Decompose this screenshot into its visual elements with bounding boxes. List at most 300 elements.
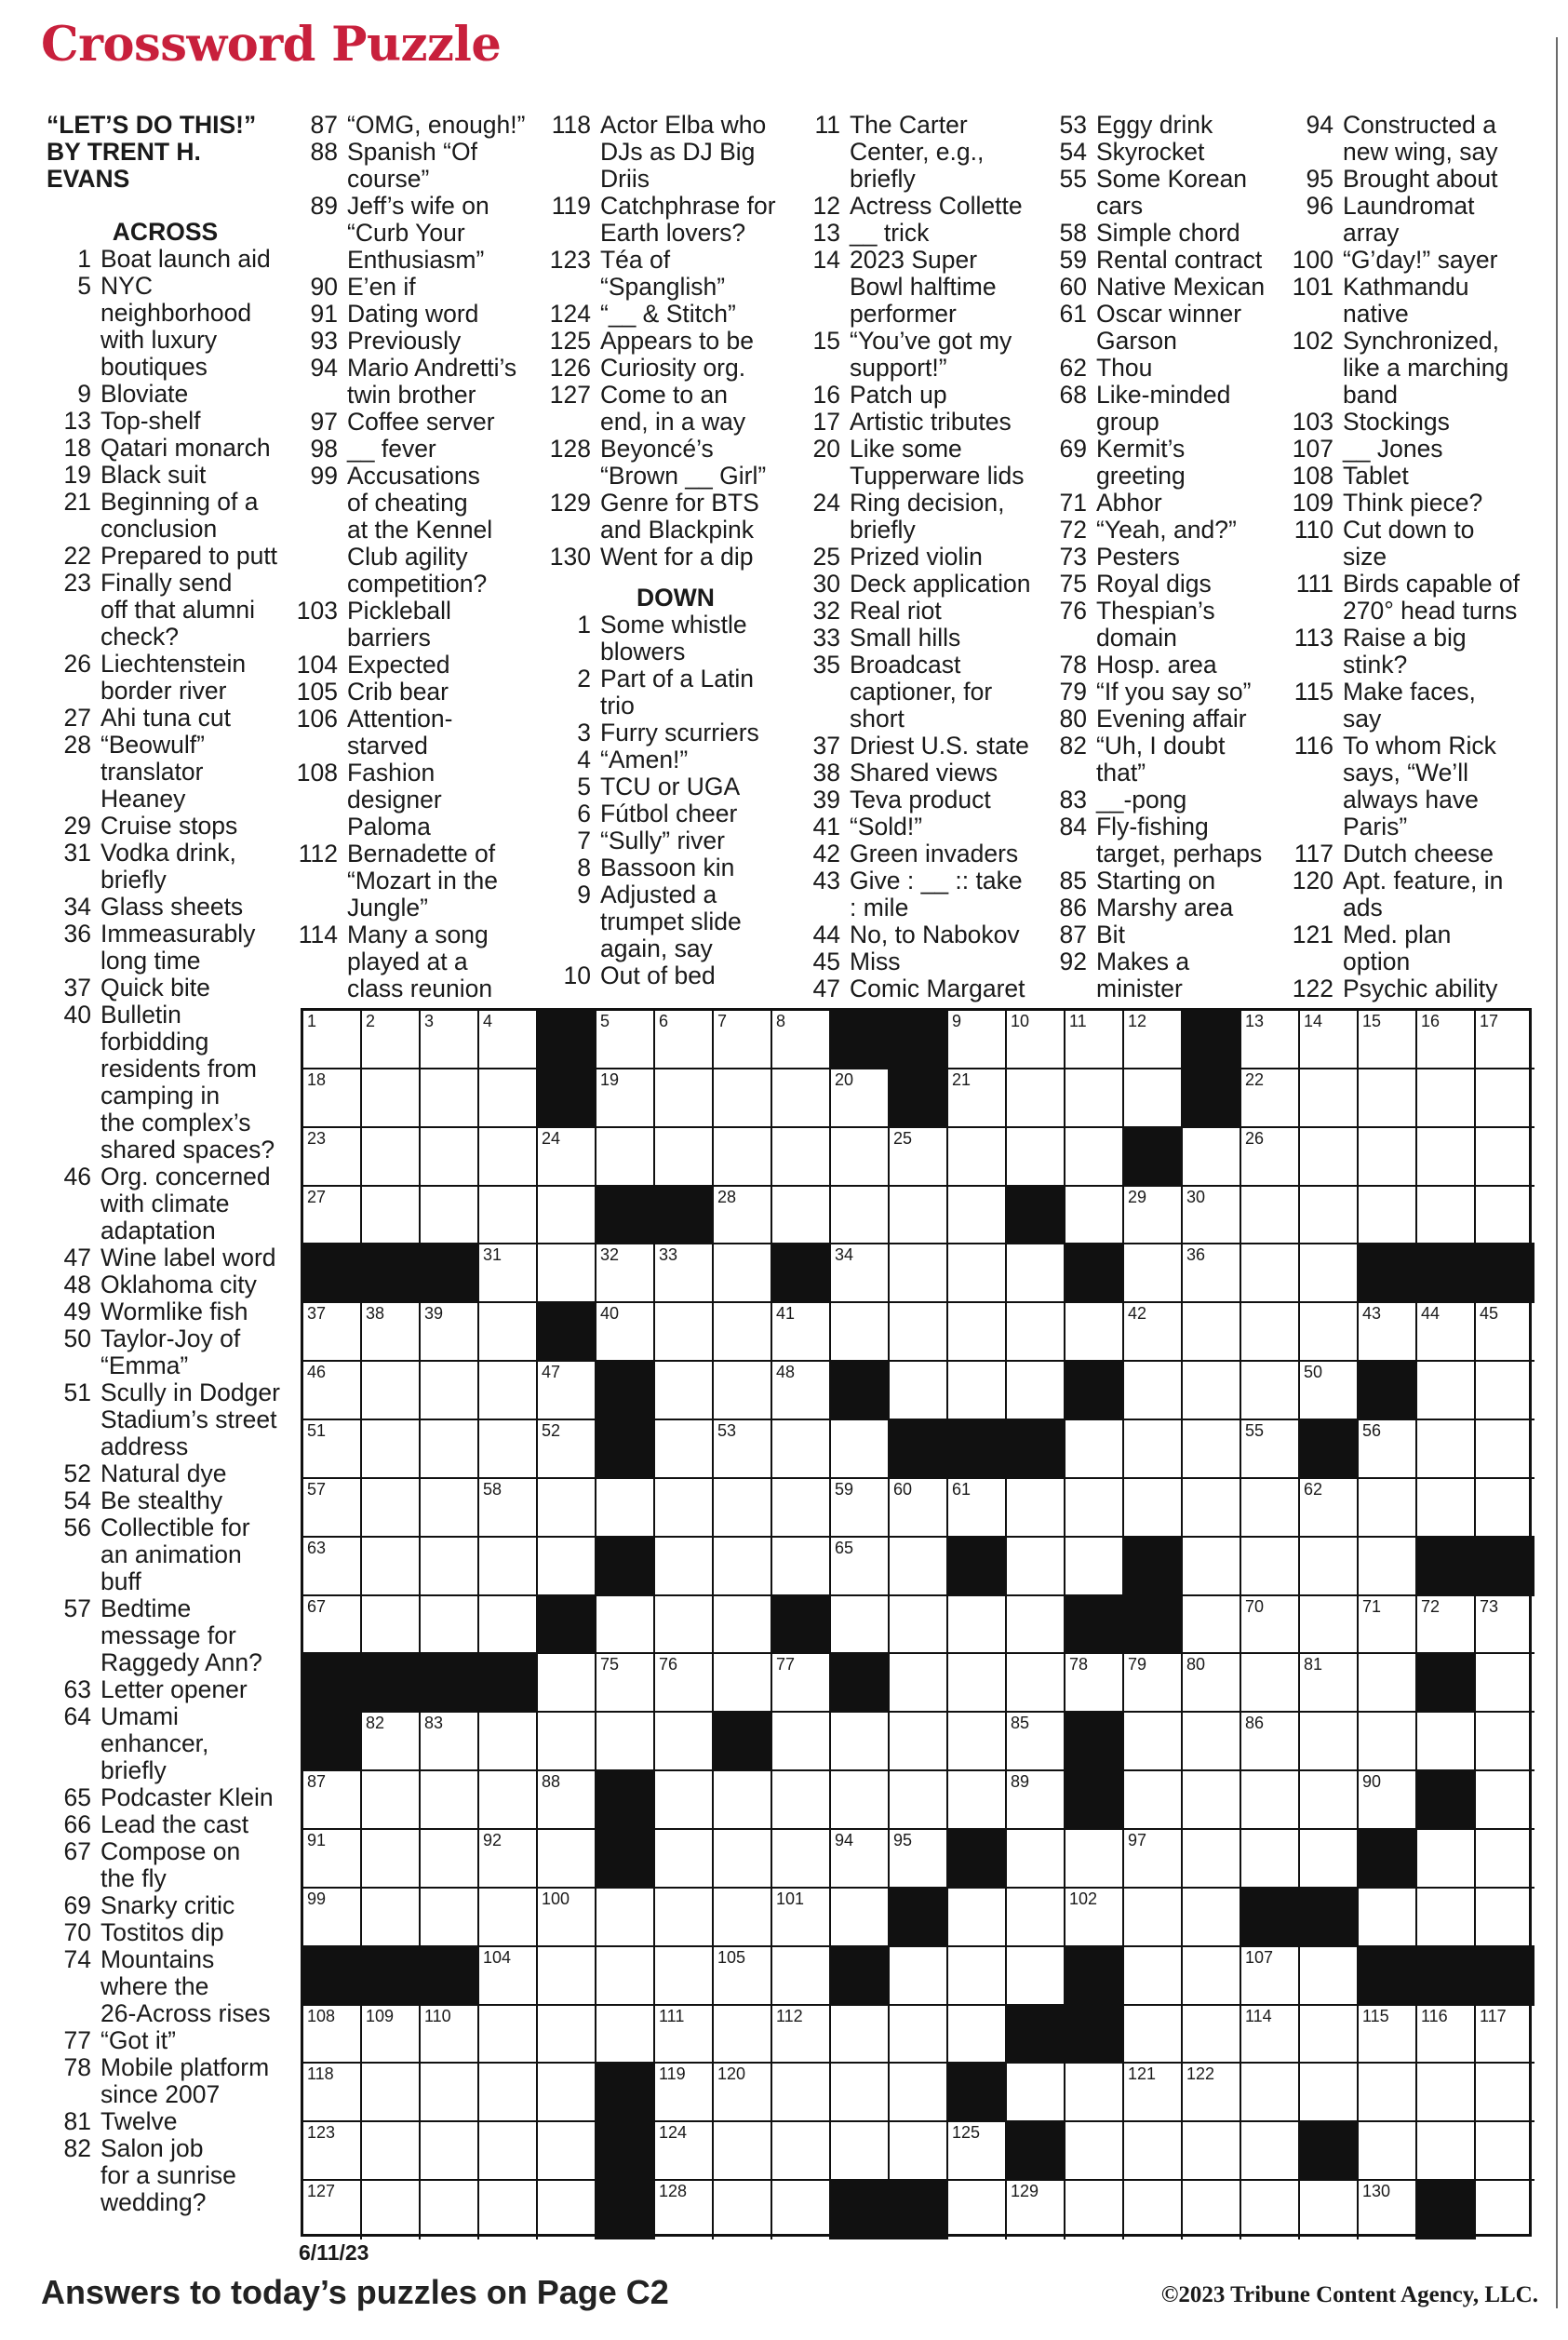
grid-cell[interactable] xyxy=(1359,2122,1417,2181)
grid-cell[interactable] xyxy=(1476,2122,1534,2181)
grid-cell[interactable] xyxy=(772,2006,831,2064)
grid-cell[interactable] xyxy=(772,1889,831,1947)
grid-cell[interactable] xyxy=(831,1069,890,1128)
grid-cell[interactable] xyxy=(479,1538,538,1596)
grid-cell[interactable] xyxy=(1183,1128,1241,1187)
grid-cell[interactable] xyxy=(1359,1654,1417,1713)
grid-cell[interactable] xyxy=(362,1713,421,1771)
grid-cell[interactable] xyxy=(1007,1771,1065,1830)
grid-cell[interactable] xyxy=(1300,1538,1359,1596)
grid-cell[interactable] xyxy=(596,1947,655,2006)
grid-cell[interactable] xyxy=(362,1771,421,1830)
grid-cell[interactable] xyxy=(1300,2064,1359,2122)
grid-cell[interactable] xyxy=(714,1771,772,1830)
grid-cell[interactable] xyxy=(421,1303,479,1362)
grid-cell[interactable] xyxy=(1241,1011,1300,1069)
grid-cell[interactable] xyxy=(596,1069,655,1128)
grid-cell[interactable] xyxy=(948,2006,1007,2064)
grid-cell[interactable] xyxy=(1359,1596,1417,1655)
grid-cell[interactable] xyxy=(1300,1011,1359,1069)
crossword-grid[interactable] xyxy=(301,1008,1532,2237)
grid-cell[interactable] xyxy=(421,1069,479,1128)
grid-cell[interactable] xyxy=(1124,1244,1183,1303)
grid-cell[interactable] xyxy=(1183,1420,1241,1479)
grid-cell[interactable] xyxy=(890,1654,948,1713)
grid-cell[interactable] xyxy=(362,2122,421,2181)
grid-cell[interactable] xyxy=(655,1362,714,1420)
grid-cell[interactable] xyxy=(948,1889,1007,1947)
grid-cell[interactable] xyxy=(655,2181,714,2239)
grid-cell[interactable] xyxy=(948,1713,1007,1771)
grid-cell[interactable] xyxy=(655,1069,714,1128)
grid-cell[interactable] xyxy=(714,1362,772,1420)
grid-cell[interactable] xyxy=(831,1713,890,1771)
grid-cell[interactable] xyxy=(1007,1479,1065,1538)
grid-cell[interactable] xyxy=(1124,1420,1183,1479)
grid-cell[interactable] xyxy=(1124,2122,1183,2181)
grid-cell[interactable] xyxy=(1300,1771,1359,1830)
grid-cell[interactable] xyxy=(1476,1362,1534,1420)
grid-cell[interactable] xyxy=(831,1538,890,1596)
grid-cell[interactable] xyxy=(303,2064,362,2122)
grid-cell[interactable] xyxy=(1359,2006,1417,2064)
grid-cell[interactable] xyxy=(1476,1187,1534,1245)
grid-cell[interactable] xyxy=(1476,1654,1534,1713)
grid-cell[interactable] xyxy=(303,2181,362,2239)
grid-cell[interactable] xyxy=(1417,1889,1476,1947)
grid-cell[interactable] xyxy=(362,1538,421,1596)
grid-cell[interactable] xyxy=(479,1011,538,1069)
grid-cell[interactable] xyxy=(714,1830,772,1889)
grid-cell[interactable] xyxy=(890,1128,948,1187)
grid-cell[interactable] xyxy=(421,1830,479,1889)
grid-cell[interactable] xyxy=(1183,1947,1241,2006)
grid-cell[interactable] xyxy=(655,1596,714,1655)
grid-cell[interactable] xyxy=(890,2006,948,2064)
grid-cell[interactable] xyxy=(1183,2181,1241,2239)
grid-cell[interactable] xyxy=(538,1654,596,1713)
grid-cell[interactable] xyxy=(1124,2006,1183,2064)
grid-cell[interactable] xyxy=(596,1128,655,1187)
grid-cell[interactable] xyxy=(303,2006,362,2064)
grid-cell[interactable] xyxy=(1359,1303,1417,1362)
grid-cell[interactable] xyxy=(1476,1830,1534,1889)
grid-cell[interactable] xyxy=(1065,1420,1124,1479)
grid-cell[interactable] xyxy=(1241,1654,1300,1713)
grid-cell[interactable] xyxy=(1476,1713,1534,1771)
grid-cell[interactable] xyxy=(303,1362,362,1420)
grid-cell[interactable] xyxy=(714,1479,772,1538)
grid-cell[interactable] xyxy=(714,2006,772,2064)
grid-cell[interactable] xyxy=(1476,2181,1534,2239)
grid-cell[interactable] xyxy=(1065,1830,1124,1889)
grid-cell[interactable] xyxy=(831,1128,890,1187)
grid-cell[interactable] xyxy=(1359,2064,1417,2122)
grid-cell[interactable] xyxy=(1007,1947,1065,2006)
grid-cell[interactable] xyxy=(1183,1830,1241,1889)
grid-cell[interactable] xyxy=(1124,1069,1183,1128)
grid-cell[interactable] xyxy=(1417,1479,1476,1538)
grid-cell[interactable] xyxy=(714,1654,772,1713)
grid-cell[interactable] xyxy=(1417,1830,1476,1889)
grid-cell[interactable] xyxy=(1124,1303,1183,1362)
grid-cell[interactable] xyxy=(831,1771,890,1830)
grid-cell[interactable] xyxy=(1476,1128,1534,1187)
grid-cell[interactable] xyxy=(1417,1011,1476,1069)
grid-cell[interactable] xyxy=(890,1713,948,1771)
grid-cell[interactable] xyxy=(596,1596,655,1655)
grid-cell[interactable] xyxy=(538,1830,596,1889)
grid-cell[interactable] xyxy=(1183,1303,1241,1362)
grid-cell[interactable] xyxy=(831,1303,890,1362)
grid-cell[interactable] xyxy=(1241,2064,1300,2122)
grid-cell[interactable] xyxy=(362,1187,421,1245)
grid-cell[interactable] xyxy=(714,2122,772,2181)
grid-cell[interactable] xyxy=(421,1713,479,1771)
grid-cell[interactable] xyxy=(538,1889,596,1947)
grid-cell[interactable] xyxy=(1359,1479,1417,1538)
grid-cell[interactable] xyxy=(303,1889,362,1947)
grid-cell[interactable] xyxy=(479,1128,538,1187)
grid-cell[interactable] xyxy=(421,1187,479,1245)
grid-cell[interactable] xyxy=(1065,1069,1124,1128)
grid-cell[interactable] xyxy=(1124,1830,1183,1889)
grid-cell[interactable] xyxy=(831,1420,890,1479)
grid-cell[interactable] xyxy=(772,1420,831,1479)
grid-cell[interactable] xyxy=(538,1771,596,1830)
grid-cell[interactable] xyxy=(655,1713,714,1771)
grid-cell[interactable] xyxy=(1007,2064,1065,2122)
grid-cell[interactable] xyxy=(421,2122,479,2181)
grid-cell[interactable] xyxy=(772,1538,831,1596)
grid-cell[interactable] xyxy=(1241,1947,1300,2006)
grid-cell[interactable] xyxy=(1241,1303,1300,1362)
grid-cell[interactable] xyxy=(655,2006,714,2064)
grid-cell[interactable] xyxy=(538,2006,596,2064)
grid-cell[interactable] xyxy=(714,1069,772,1128)
grid-cell[interactable] xyxy=(1065,1128,1124,1187)
grid-cell[interactable] xyxy=(948,1069,1007,1128)
grid-cell[interactable] xyxy=(1300,1069,1359,1128)
grid-cell[interactable] xyxy=(948,1244,1007,1303)
grid-cell[interactable] xyxy=(303,1069,362,1128)
grid-cell[interactable] xyxy=(362,1128,421,1187)
grid-cell[interactable] xyxy=(890,1244,948,1303)
grid-cell[interactable] xyxy=(1007,1654,1065,1713)
grid-cell[interactable] xyxy=(1124,1654,1183,1713)
grid-cell[interactable] xyxy=(714,1596,772,1655)
grid-cell[interactable] xyxy=(1417,2122,1476,2181)
grid-cell[interactable] xyxy=(1300,1128,1359,1187)
grid-cell[interactable] xyxy=(772,2064,831,2122)
grid-cell[interactable] xyxy=(1417,1713,1476,1771)
grid-cell[interactable] xyxy=(831,1244,890,1303)
grid-cell[interactable] xyxy=(1241,1830,1300,1889)
grid-cell[interactable] xyxy=(714,2064,772,2122)
grid-cell[interactable] xyxy=(1417,2006,1476,2064)
grid-cell[interactable] xyxy=(831,1830,890,1889)
grid-cell[interactable] xyxy=(948,1128,1007,1187)
grid-cell[interactable] xyxy=(303,1538,362,1596)
grid-cell[interactable] xyxy=(1065,2122,1124,2181)
grid-cell[interactable] xyxy=(362,2006,421,2064)
grid-cell[interactable] xyxy=(362,1420,421,1479)
grid-cell[interactable] xyxy=(596,1303,655,1362)
grid-cell[interactable] xyxy=(362,2064,421,2122)
grid-cell[interactable] xyxy=(1007,1362,1065,1420)
grid-cell[interactable] xyxy=(479,2064,538,2122)
grid-cell[interactable] xyxy=(479,1713,538,1771)
grid-cell[interactable] xyxy=(1359,1128,1417,1187)
grid-cell[interactable] xyxy=(303,1479,362,1538)
grid-cell[interactable] xyxy=(1065,1011,1124,1069)
grid-cell[interactable] xyxy=(1183,2064,1241,2122)
grid-cell[interactable] xyxy=(655,1479,714,1538)
grid-cell[interactable] xyxy=(421,1011,479,1069)
grid-cell[interactable] xyxy=(1007,1538,1065,1596)
grid-cell[interactable] xyxy=(890,2064,948,2122)
grid-cell[interactable] xyxy=(1007,1128,1065,1187)
grid-cell[interactable] xyxy=(1241,1479,1300,1538)
grid-cell[interactable] xyxy=(1241,1187,1300,1245)
grid-cell[interactable] xyxy=(831,1479,890,1538)
grid-cell[interactable] xyxy=(1007,1713,1065,1771)
grid-cell[interactable] xyxy=(1241,2006,1300,2064)
grid-cell[interactable] xyxy=(596,1011,655,1069)
grid-cell[interactable] xyxy=(1241,2181,1300,2239)
grid-cell[interactable] xyxy=(538,2122,596,2181)
grid-cell[interactable] xyxy=(831,2006,890,2064)
grid-cell[interactable] xyxy=(479,1069,538,1128)
grid-cell[interactable] xyxy=(479,1303,538,1362)
grid-cell[interactable] xyxy=(1476,1771,1534,1830)
grid-cell[interactable] xyxy=(421,2181,479,2239)
grid-cell[interactable] xyxy=(479,1244,538,1303)
grid-cell[interactable] xyxy=(479,1830,538,1889)
grid-cell[interactable] xyxy=(1124,1947,1183,2006)
grid-cell[interactable] xyxy=(538,1244,596,1303)
grid-cell[interactable] xyxy=(831,1596,890,1655)
grid-cell[interactable] xyxy=(479,1479,538,1538)
grid-cell[interactable] xyxy=(890,1947,948,2006)
grid-cell[interactable] xyxy=(1007,1069,1065,1128)
grid-cell[interactable] xyxy=(714,1128,772,1187)
grid-cell[interactable] xyxy=(1241,1244,1300,1303)
grid-cell[interactable] xyxy=(1300,1187,1359,1245)
grid-cell[interactable] xyxy=(538,2064,596,2122)
grid-cell[interactable] xyxy=(1124,2181,1183,2239)
grid-cell[interactable] xyxy=(772,1479,831,1538)
grid-cell[interactable] xyxy=(948,2122,1007,2181)
grid-cell[interactable] xyxy=(421,1362,479,1420)
grid-cell[interactable] xyxy=(714,2181,772,2239)
grid-cell[interactable] xyxy=(479,1596,538,1655)
grid-cell[interactable] xyxy=(362,1011,421,1069)
grid-cell[interactable] xyxy=(655,1538,714,1596)
grid-cell[interactable] xyxy=(303,1830,362,1889)
grid-cell[interactable] xyxy=(596,2006,655,2064)
grid-cell[interactable] xyxy=(1417,1362,1476,1420)
grid-cell[interactable] xyxy=(479,1420,538,1479)
grid-cell[interactable] xyxy=(1476,1596,1534,1655)
grid-cell[interactable] xyxy=(421,1771,479,1830)
grid-cell[interactable] xyxy=(655,1771,714,1830)
grid-cell[interactable] xyxy=(1183,2006,1241,2064)
grid-cell[interactable] xyxy=(596,1713,655,1771)
grid-cell[interactable] xyxy=(1359,1187,1417,1245)
grid-cell[interactable] xyxy=(362,1830,421,1889)
grid-cell[interactable] xyxy=(362,1069,421,1128)
grid-cell[interactable] xyxy=(1300,1479,1359,1538)
grid-cell[interactable] xyxy=(890,1771,948,1830)
grid-cell[interactable] xyxy=(655,2122,714,2181)
grid-cell[interactable] xyxy=(1241,1069,1300,1128)
grid-cell[interactable] xyxy=(1124,1479,1183,1538)
grid-cell[interactable] xyxy=(772,1187,831,1245)
grid-cell[interactable] xyxy=(1124,2064,1183,2122)
grid-cell[interactable] xyxy=(479,1771,538,1830)
grid-cell[interactable] xyxy=(831,2064,890,2122)
grid-cell[interactable] xyxy=(655,1303,714,1362)
grid-cell[interactable] xyxy=(538,1538,596,1596)
grid-cell[interactable] xyxy=(1476,1889,1534,1947)
grid-cell[interactable] xyxy=(1241,1420,1300,1479)
grid-cell[interactable] xyxy=(890,1830,948,1889)
grid-cell[interactable] xyxy=(1476,2006,1534,2064)
grid-cell[interactable] xyxy=(714,1011,772,1069)
grid-cell[interactable] xyxy=(1300,1947,1359,2006)
grid-cell[interactable] xyxy=(948,1362,1007,1420)
grid-cell[interactable] xyxy=(1300,1713,1359,1771)
grid-cell[interactable] xyxy=(1300,2181,1359,2239)
grid-cell[interactable] xyxy=(1476,2064,1534,2122)
grid-cell[interactable] xyxy=(655,1889,714,1947)
grid-cell[interactable] xyxy=(1065,2181,1124,2239)
grid-cell[interactable] xyxy=(831,1187,890,1245)
grid-cell[interactable] xyxy=(1476,1479,1534,1538)
grid-cell[interactable] xyxy=(1124,1713,1183,1771)
grid-cell[interactable] xyxy=(714,1889,772,1947)
grid-cell[interactable] xyxy=(1300,2006,1359,2064)
grid-cell[interactable] xyxy=(890,1538,948,1596)
grid-cell[interactable] xyxy=(1359,1420,1417,1479)
grid-cell[interactable] xyxy=(538,1187,596,1245)
grid-cell[interactable] xyxy=(421,1420,479,1479)
grid-cell[interactable] xyxy=(714,1187,772,1245)
grid-cell[interactable] xyxy=(948,1303,1007,1362)
grid-cell[interactable] xyxy=(421,1889,479,1947)
grid-cell[interactable] xyxy=(772,1362,831,1420)
grid-cell[interactable] xyxy=(1359,1771,1417,1830)
grid-cell[interactable] xyxy=(303,1128,362,1187)
grid-cell[interactable] xyxy=(538,1128,596,1187)
grid-cell[interactable] xyxy=(1241,1538,1300,1596)
grid-cell[interactable] xyxy=(890,1479,948,1538)
grid-cell[interactable] xyxy=(362,1479,421,1538)
grid-cell[interactable] xyxy=(655,1011,714,1069)
grid-cell[interactable] xyxy=(772,1771,831,1830)
grid-cell[interactable] xyxy=(948,1479,1007,1538)
grid-cell[interactable] xyxy=(655,1420,714,1479)
grid-cell[interactable] xyxy=(1065,1187,1124,1245)
grid-cell[interactable] xyxy=(1183,1479,1241,1538)
grid-cell[interactable] xyxy=(1007,1889,1065,1947)
grid-cell[interactable] xyxy=(1359,1011,1417,1069)
grid-cell[interactable] xyxy=(772,1011,831,1069)
grid-cell[interactable] xyxy=(362,1362,421,1420)
grid-cell[interactable] xyxy=(948,1771,1007,1830)
grid-cell[interactable] xyxy=(1359,1713,1417,1771)
grid-cell[interactable] xyxy=(1359,1069,1417,1128)
grid-cell[interactable] xyxy=(772,2122,831,2181)
grid-cell[interactable] xyxy=(772,1947,831,2006)
grid-cell[interactable] xyxy=(479,2122,538,2181)
grid-cell[interactable] xyxy=(479,1187,538,1245)
grid-cell[interactable] xyxy=(421,1128,479,1187)
grid-cell[interactable] xyxy=(1065,1303,1124,1362)
grid-cell[interactable] xyxy=(1007,1011,1065,1069)
grid-cell[interactable] xyxy=(1476,1303,1534,1362)
grid-cell[interactable] xyxy=(1241,2122,1300,2181)
grid-cell[interactable] xyxy=(714,1244,772,1303)
grid-cell[interactable] xyxy=(1476,1011,1534,1069)
grid-cell[interactable] xyxy=(1241,1128,1300,1187)
grid-cell[interactable] xyxy=(1300,1596,1359,1655)
grid-cell[interactable] xyxy=(1417,1596,1476,1655)
grid-cell[interactable] xyxy=(714,1947,772,2006)
grid-cell[interactable] xyxy=(303,1420,362,1479)
grid-cell[interactable] xyxy=(1183,1596,1241,1655)
grid-cell[interactable] xyxy=(772,1069,831,1128)
grid-cell[interactable] xyxy=(303,2122,362,2181)
grid-cell[interactable] xyxy=(655,2064,714,2122)
grid-cell[interactable] xyxy=(596,1479,655,1538)
grid-cell[interactable] xyxy=(303,1303,362,1362)
grid-cell[interactable] xyxy=(1241,1713,1300,1771)
grid-cell[interactable] xyxy=(831,1889,890,1947)
grid-cell[interactable] xyxy=(655,1654,714,1713)
grid-cell[interactable] xyxy=(1065,2064,1124,2122)
grid-cell[interactable] xyxy=(1476,1069,1534,1128)
grid-cell[interactable] xyxy=(1241,1771,1300,1830)
grid-cell[interactable] xyxy=(1417,1187,1476,1245)
grid-cell[interactable] xyxy=(479,1889,538,1947)
grid-cell[interactable] xyxy=(1124,1011,1183,1069)
grid-cell[interactable] xyxy=(596,1654,655,1713)
grid-cell[interactable] xyxy=(421,1538,479,1596)
grid-cell[interactable] xyxy=(303,1771,362,1830)
grid-cell[interactable] xyxy=(1300,1303,1359,1362)
grid-cell[interactable] xyxy=(1124,1362,1183,1420)
grid-cell[interactable] xyxy=(772,1303,831,1362)
grid-cell[interactable] xyxy=(655,1947,714,2006)
grid-cell[interactable] xyxy=(421,1596,479,1655)
grid-cell[interactable] xyxy=(479,1362,538,1420)
grid-cell[interactable] xyxy=(1007,1303,1065,1362)
grid-cell[interactable] xyxy=(1183,2122,1241,2181)
grid-cell[interactable] xyxy=(1007,1596,1065,1655)
grid-cell[interactable] xyxy=(714,1303,772,1362)
grid-cell[interactable] xyxy=(1359,1889,1417,1947)
grid-cell[interactable] xyxy=(421,2006,479,2064)
grid-cell[interactable] xyxy=(1417,1128,1476,1187)
grid-cell[interactable] xyxy=(1241,1362,1300,1420)
grid-cell[interactable] xyxy=(1007,1244,1065,1303)
grid-cell[interactable] xyxy=(948,1947,1007,2006)
grid-cell[interactable] xyxy=(714,1420,772,1479)
grid-cell[interactable] xyxy=(1300,1830,1359,1889)
grid-cell[interactable] xyxy=(596,1889,655,1947)
